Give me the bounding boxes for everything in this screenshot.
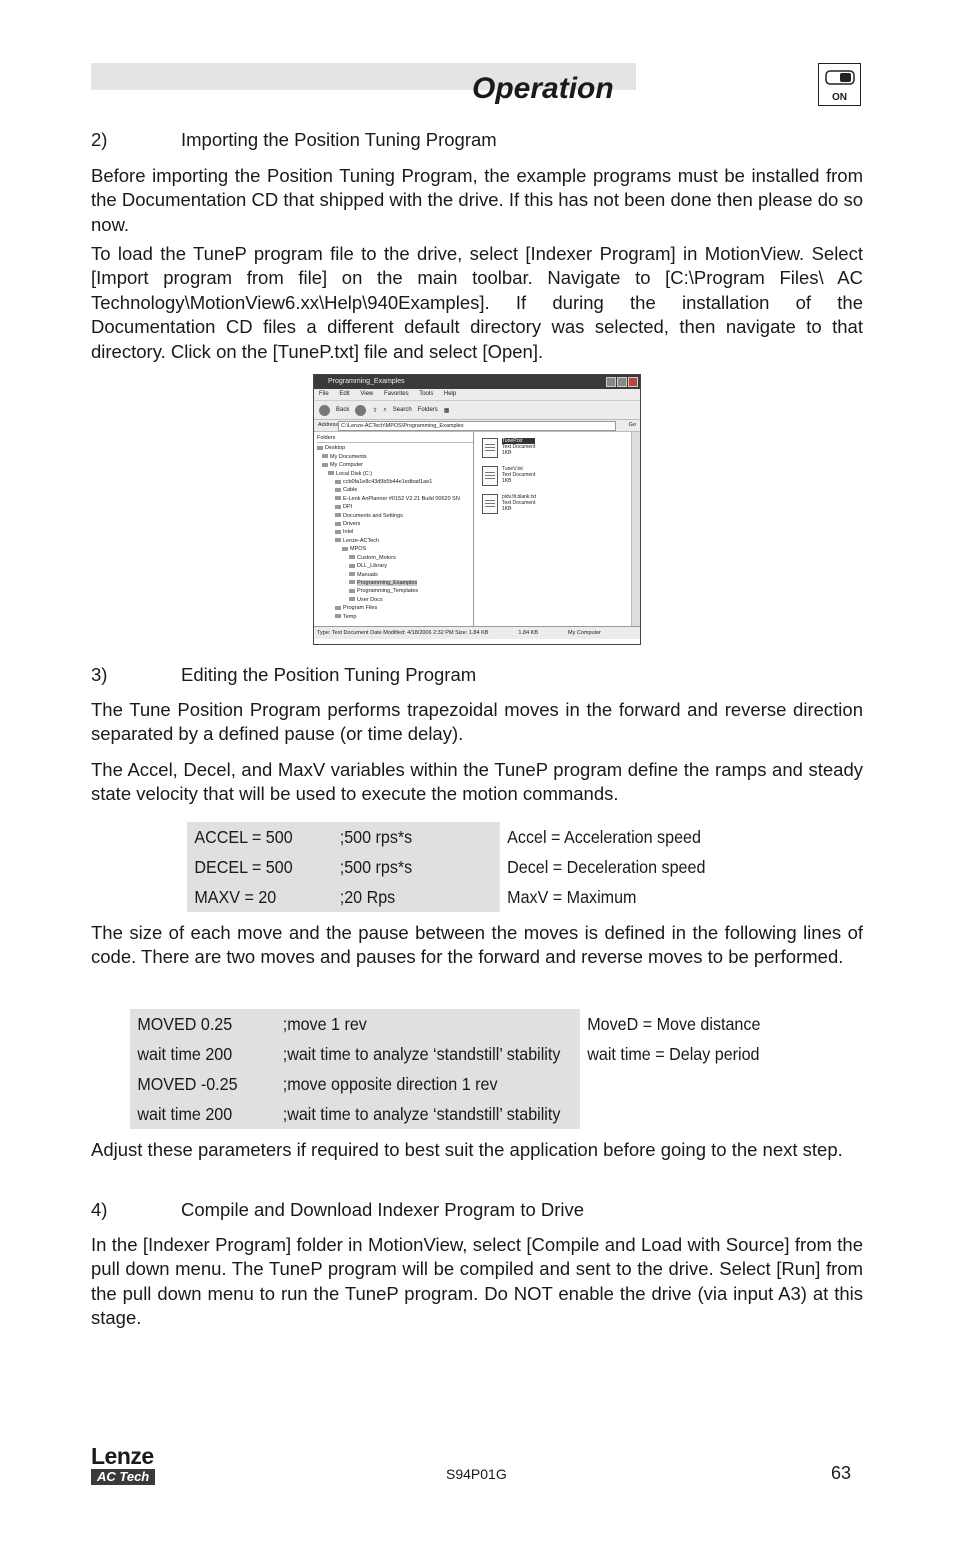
step3-number: 3) bbox=[91, 664, 108, 685]
back-label: Back bbox=[336, 407, 350, 413]
code-cell: wait time 200 bbox=[130, 1099, 275, 1129]
tree-item: DLL_Library bbox=[317, 562, 473, 570]
tree-item: MPOS bbox=[317, 545, 473, 553]
tree-item: Custom_Motors bbox=[317, 554, 473, 562]
folder-icon bbox=[322, 454, 328, 458]
code-cell: MAXV = 20 bbox=[187, 882, 332, 912]
tree-item: Temp bbox=[317, 613, 473, 621]
step3-paragraph-3: The size of each move and the pause between the moves is defined in the following lines of code. There are two moves and pauses for the forward and reverse moves to be performed. bbox=[91, 922, 863, 968]
scrollbar bbox=[631, 432, 640, 626]
folder-icon bbox=[335, 522, 341, 526]
tree-item: My Computer bbox=[317, 461, 473, 469]
tree-item: Drivers bbox=[317, 520, 473, 528]
description-cell bbox=[580, 1099, 792, 1129]
folder-icon bbox=[335, 606, 341, 610]
comment-cell: ;move opposite direction 1 rev bbox=[275, 1069, 580, 1099]
switch-graphic bbox=[820, 67, 860, 91]
brand-name: Lenze bbox=[91, 1443, 154, 1469]
folder-icon bbox=[328, 471, 334, 475]
step4-paragraph-1: In the [Indexer Program] folder in MotionView, select [Compile and Load with Source] from the pull down menu. The TuneP program will be compiled and sent to the drive. Select [Run] from the pull down menu to run the TuneP program. Do NOT enable the drive (via input A3) at this stage. bbox=[91, 1234, 863, 1329]
table-row bbox=[187, 852, 739, 882]
folder-icon bbox=[349, 580, 355, 584]
folder-icon bbox=[317, 446, 323, 450]
back-icon bbox=[319, 405, 330, 416]
menu-file: File bbox=[319, 391, 329, 397]
step2-number: 2) bbox=[91, 129, 108, 150]
code-cell: DECEL = 500 bbox=[187, 852, 332, 882]
step3-heading bbox=[91, 663, 476, 687]
folders-pane bbox=[314, 432, 474, 626]
close-icon bbox=[628, 377, 638, 387]
folder-icon bbox=[335, 480, 341, 484]
page-number: 63 bbox=[831, 1463, 852, 1483]
tree-item: Programming_Examples bbox=[317, 579, 473, 587]
description-cell: wait time = Delay period bbox=[587, 1043, 760, 1064]
lenze-actech-logo bbox=[91, 1445, 155, 1486]
search-icon: ⌕ bbox=[383, 406, 387, 413]
comment-cell: ;500 rps*s bbox=[332, 822, 499, 852]
menu-tools: Tools bbox=[419, 391, 434, 397]
folder-icon bbox=[335, 538, 341, 542]
step3-title: Editing the Position Tuning Program bbox=[181, 664, 477, 685]
menu-bar bbox=[314, 389, 640, 401]
tree-item: My Documents bbox=[317, 453, 473, 461]
moves-table bbox=[130, 1009, 791, 1129]
tree-item: Cable bbox=[317, 486, 473, 494]
description-cell: Decel = Deceleration speed bbox=[507, 856, 706, 877]
comment-cell: ;wait time to analyze ‘standstill’ stability bbox=[275, 1039, 580, 1069]
window-controls bbox=[606, 377, 638, 387]
code-cell: wait time 200 bbox=[130, 1039, 275, 1069]
file-item: pidv.fit.blank.txt Text Document 1KB bbox=[482, 494, 632, 514]
folder-icon bbox=[322, 463, 328, 467]
menu-favorites: Favorites bbox=[383, 391, 409, 397]
tree-item: E-Lenk AnPlanner #0152 V2.21 Build 00620 SN bbox=[317, 495, 473, 503]
description-cell bbox=[580, 1069, 792, 1099]
table-row bbox=[130, 1039, 791, 1069]
folder-icon bbox=[349, 597, 355, 601]
tree-item: Documents and Settings bbox=[317, 512, 473, 520]
folders-label: Folders bbox=[417, 407, 438, 413]
comment-cell: ;move 1 rev bbox=[275, 1009, 580, 1039]
step3-paragraph-4: Adjust these parameters if required to best suit the application before going to the next step. bbox=[91, 1139, 843, 1160]
forward-icon bbox=[355, 405, 366, 416]
code-cell: MOVED 0.25 bbox=[130, 1009, 275, 1039]
comment-cell: ;wait time to analyze ‘standstill’ stability bbox=[275, 1099, 580, 1129]
brand-sub: AC Tech bbox=[91, 1469, 155, 1485]
folder-icon bbox=[335, 530, 341, 534]
page-title: Operation bbox=[472, 72, 614, 105]
variables-table bbox=[187, 822, 739, 912]
step4-number: 4) bbox=[91, 1199, 108, 1220]
address-label: Address bbox=[318, 422, 339, 428]
search-label: Search bbox=[392, 407, 412, 413]
table-row bbox=[130, 1009, 791, 1039]
tree-item: User Docs bbox=[317, 596, 473, 604]
folder-icon bbox=[335, 488, 341, 492]
up-folder-icon: ⇧ bbox=[372, 407, 378, 414]
maximize-icon bbox=[617, 377, 627, 387]
step2-paragraph-1: Before importing the Position Tuning Program, the example programs must be installed from the Documentation CD that shipped with the drive. If this has not been done then please do so now. bbox=[91, 165, 863, 235]
table-row bbox=[130, 1069, 791, 1099]
description-cell: MoveD = Move distance bbox=[587, 1013, 761, 1034]
code-cell: ACCEL = 500 bbox=[187, 822, 332, 852]
folder-icon bbox=[335, 513, 341, 517]
files-pane bbox=[474, 432, 640, 626]
text-document-icon bbox=[482, 438, 498, 458]
text-document-icon bbox=[482, 494, 498, 514]
explorer-panes bbox=[314, 432, 640, 626]
step3-paragraph-2: The Accel, Decel, and MaxV variables within the TuneP program define the ramps and steady state velocity that will be used to execute the motion commands. bbox=[91, 759, 863, 805]
folder-icon bbox=[335, 614, 341, 618]
folder-icon bbox=[335, 505, 341, 509]
folder-icon bbox=[349, 589, 355, 593]
description-cell: MaxV = Maximum bbox=[507, 886, 637, 907]
folder-icon bbox=[335, 496, 341, 500]
code-cell: MOVED -0.25 bbox=[130, 1069, 275, 1099]
power-switch-icon bbox=[818, 63, 861, 106]
step4-title: Compile and Download Indexer Program to Drive bbox=[181, 1199, 585, 1220]
go-label: Go bbox=[628, 422, 636, 428]
step2-heading bbox=[91, 128, 497, 152]
menu-edit: Edit bbox=[339, 391, 350, 397]
views-icon: ▦ bbox=[443, 407, 450, 414]
document-code: S94P01G bbox=[446, 1466, 507, 1482]
text-document-icon bbox=[482, 466, 498, 486]
table-row bbox=[187, 822, 739, 852]
tree-item: Intel bbox=[317, 528, 473, 536]
comment-cell: ;20 Rps bbox=[332, 882, 499, 912]
address-field: C:\Lenze-ACTech\MPOS\Programming_Examples bbox=[338, 421, 616, 431]
tree-item: Local Disk (C:) bbox=[317, 470, 473, 478]
tree-item: Manuals bbox=[317, 571, 473, 579]
folder-icon bbox=[349, 572, 355, 576]
comment-cell: ;500 rps*s bbox=[332, 852, 499, 882]
window-titlebar bbox=[314, 375, 640, 389]
folder-icon bbox=[349, 555, 355, 559]
folders-header: Folders bbox=[317, 434, 473, 443]
table-row bbox=[130, 1099, 791, 1129]
menu-help: Help bbox=[443, 391, 457, 397]
tree-item: DPI bbox=[317, 503, 473, 511]
folder-icon bbox=[342, 547, 348, 551]
status-bar: Type: Text Document Date Modified: 4/18/2006 2:32 PM Size: 1.84 KB 1.84 KB My Computer bbox=[314, 626, 640, 639]
description-cell: Accel = Acceleration speed bbox=[507, 826, 701, 847]
window-title: Programming_Examples bbox=[328, 378, 405, 385]
tree-item: Lenze-ACTech bbox=[317, 537, 473, 545]
tree-item: Program Files bbox=[317, 604, 473, 612]
table-row bbox=[187, 882, 739, 912]
menu-view: View bbox=[360, 391, 374, 397]
tree-item: Programming_Templates bbox=[317, 587, 473, 595]
step3-paragraph-1: The Tune Position Program performs trapezoidal moves in the forward and reverse direction separated by a defined pause (or time delay). bbox=[91, 699, 863, 745]
step2-title: Importing the Position Tuning Program bbox=[181, 129, 497, 150]
file-item: TuneP.txt Text Document 1KB bbox=[482, 438, 632, 458]
minimize-icon bbox=[606, 377, 616, 387]
on-label: ON bbox=[832, 92, 847, 103]
explorer-screenshot bbox=[313, 374, 641, 645]
tree-item: ccb0fa1e8c43d9b5b44e1edbad1ae1 bbox=[317, 478, 473, 486]
tree-item: Desktop bbox=[317, 444, 473, 452]
file-item: TuneV.txt Text Document 1KB bbox=[482, 466, 632, 486]
step2-paragraph-2: To load the TuneP program file to the drive, select [Indexer Program] in MotionView. Select [Import program from file] on the main toolbar. Navigate to [C:\Program Files\ AC Technology\MotionView6.xx\Help\940Examples]. If during the installation of the Documentation CD files a different default directory was selected, then navigate to that directory. Click on the [TuneP.txt] file and select [Open]. bbox=[91, 243, 863, 362]
folder-icon bbox=[349, 564, 355, 568]
toolbar bbox=[314, 401, 640, 420]
step4-heading bbox=[91, 1198, 584, 1222]
address-bar bbox=[314, 420, 640, 432]
